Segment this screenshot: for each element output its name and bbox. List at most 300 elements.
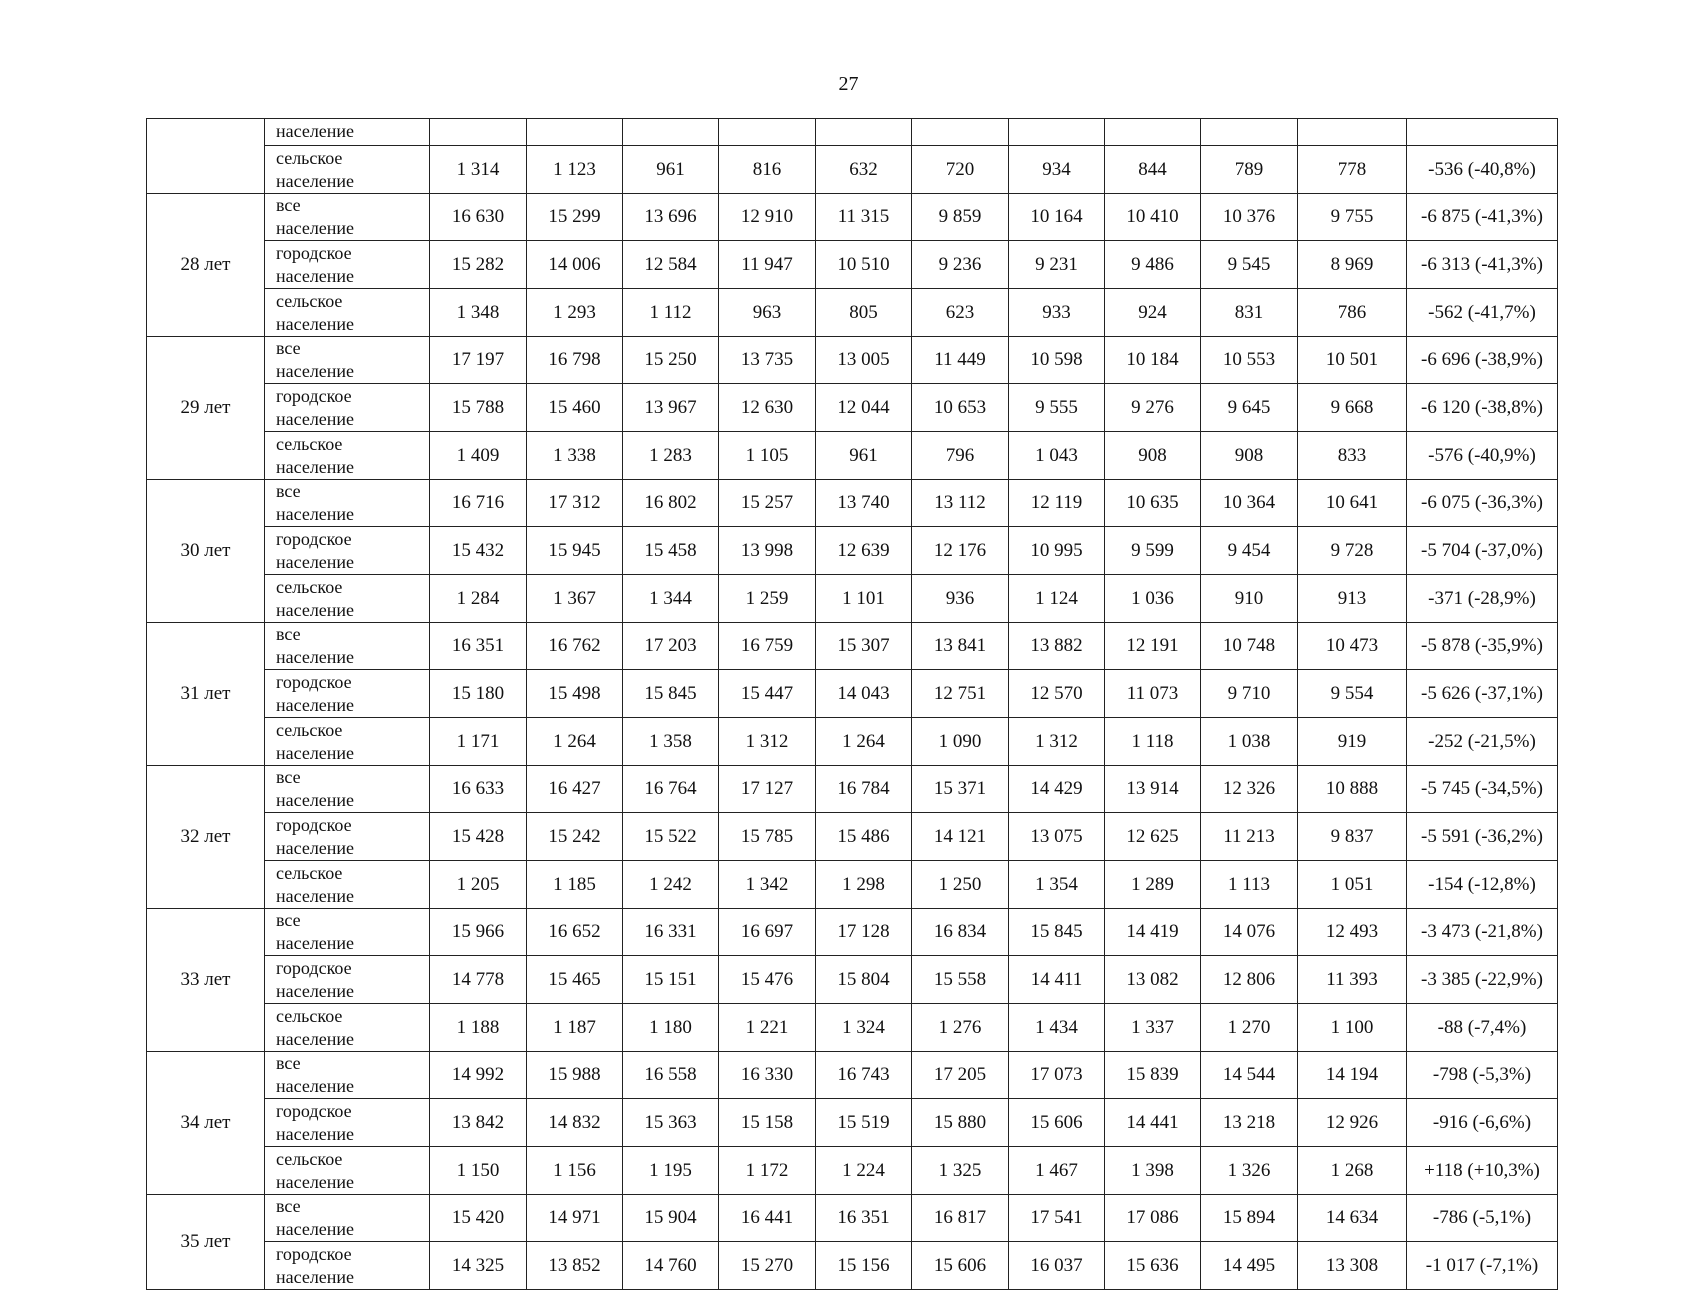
- value-cell: 908: [1201, 432, 1298, 480]
- category-label: сельское население: [276, 290, 355, 334]
- category-cell: [265, 813, 430, 861]
- value-cell: 16 351: [430, 623, 527, 670]
- value-cell: 12 570: [1009, 670, 1105, 718]
- value-cell: 14 992: [430, 1052, 527, 1099]
- value-cell: 12 176: [912, 527, 1009, 575]
- table-row: [147, 1147, 1558, 1195]
- value-cell: 15 250: [623, 337, 719, 384]
- value-cell: 14 006: [527, 241, 623, 289]
- value-cell: 12 119: [1009, 480, 1105, 527]
- value-cell: 10 376: [1201, 194, 1298, 241]
- value-cell: 1 171: [430, 718, 527, 766]
- value-cell: 786: [1298, 289, 1407, 337]
- value-cell: 16 784: [816, 766, 912, 813]
- value-cell: 16 441: [719, 1195, 816, 1242]
- change-cell: -88 (-7,4%): [1407, 1004, 1558, 1052]
- value-cell: 15 432: [430, 527, 527, 575]
- change-cell: -5 745 (-34,5%): [1407, 766, 1558, 813]
- value-cell: 15 270: [719, 1242, 816, 1290]
- value-cell: 12 630: [719, 384, 816, 432]
- category-label: все население: [276, 767, 355, 810]
- value-cell: 11 947: [719, 241, 816, 289]
- value-cell: 1 434: [1009, 1004, 1105, 1052]
- value-cell: 10 473: [1298, 623, 1407, 670]
- change-cell: -6 313 (-41,3%): [1407, 241, 1558, 289]
- category-cell: [265, 1099, 430, 1147]
- value-cell: 13 082: [1105, 956, 1201, 1004]
- table-row: [147, 670, 1558, 718]
- category-cell: [265, 146, 430, 194]
- category-cell: [265, 432, 430, 480]
- value-cell: 1 205: [430, 861, 527, 909]
- table-row: [147, 337, 1558, 384]
- value-cell: 15 158: [719, 1099, 816, 1147]
- value-cell: 10 184: [1105, 337, 1201, 384]
- category-label: все население: [276, 481, 355, 524]
- value-cell: 12 639: [816, 527, 912, 575]
- value-cell: 1 224: [816, 1147, 912, 1195]
- change-cell: -1 017 (-7,1%): [1407, 1242, 1558, 1290]
- table-row: [147, 623, 1558, 670]
- change-cell: -252 (-21,5%): [1407, 718, 1558, 766]
- value-cell: 933: [1009, 289, 1105, 337]
- value-cell: 1 337: [1105, 1004, 1201, 1052]
- value-cell: 14 760: [623, 1242, 719, 1290]
- value-cell: 15 447: [719, 670, 816, 718]
- value-cell: 12 625: [1105, 813, 1201, 861]
- category-label: городское население: [276, 671, 355, 715]
- value-cell: 1 124: [1009, 575, 1105, 623]
- value-cell: 16 759: [719, 623, 816, 670]
- value-cell: 805: [816, 289, 912, 337]
- value-cell: 15 180: [430, 670, 527, 718]
- value-cell: 1 195: [623, 1147, 719, 1195]
- change-cell: -536 (-40,8%): [1407, 146, 1558, 194]
- category-cell: [265, 575, 430, 623]
- category-label: все население: [276, 1196, 355, 1239]
- value-cell: 15 845: [1009, 909, 1105, 956]
- change-cell: -3 473 (-21,8%): [1407, 909, 1558, 956]
- value-cell: 12 910: [719, 194, 816, 241]
- value-cell: 16 037: [1009, 1242, 1105, 1290]
- value-cell: 15 156: [816, 1242, 912, 1290]
- value-cell: 1 118: [1105, 718, 1201, 766]
- value-cell: 1 112: [623, 289, 719, 337]
- value-cell: 15 458: [623, 527, 719, 575]
- value-cell: 9 837: [1298, 813, 1407, 861]
- value-cell: 8 969: [1298, 241, 1407, 289]
- value-cell: 11 213: [1201, 813, 1298, 861]
- value-cell: 15 242: [527, 813, 623, 861]
- age-group-cell: 34 лет: [147, 1052, 265, 1195]
- value-cell: 1 242: [623, 861, 719, 909]
- table-row: [147, 241, 1558, 289]
- value-cell: 9 859: [912, 194, 1009, 241]
- category-cell: [265, 527, 430, 575]
- table-row: [147, 766, 1558, 813]
- change-cell: -371 (-28,9%): [1407, 575, 1558, 623]
- value-cell: 14 634: [1298, 1195, 1407, 1242]
- value-cell: 1 150: [430, 1147, 527, 1195]
- table-row: [147, 289, 1558, 337]
- value-cell: 17 205: [912, 1052, 1009, 1099]
- value-cell: 9 231: [1009, 241, 1105, 289]
- category-label: городское население: [276, 528, 355, 572]
- value-cell: 14 419: [1105, 909, 1201, 956]
- value-cell: 10 598: [1009, 337, 1105, 384]
- value-cell: 9 554: [1298, 670, 1407, 718]
- table-row: [147, 861, 1558, 909]
- value-cell: 15 636: [1105, 1242, 1201, 1290]
- value-cell: 9 486: [1105, 241, 1201, 289]
- value-cell: 1 314: [430, 146, 527, 194]
- category-cell: [265, 956, 430, 1004]
- change-cell: -5 626 (-37,1%): [1407, 670, 1558, 718]
- value-cell: 16 330: [719, 1052, 816, 1099]
- value-cell: 1 188: [430, 1004, 527, 1052]
- value-cell: 796: [912, 432, 1009, 480]
- value-cell: 924: [1105, 289, 1201, 337]
- value-cell: 16 558: [623, 1052, 719, 1099]
- value-cell: 15 945: [527, 527, 623, 575]
- value-cell: 1 284: [430, 575, 527, 623]
- table-row: [147, 432, 1558, 480]
- table-row: [147, 1242, 1558, 1290]
- value-cell: [719, 119, 816, 146]
- value-cell: 1 101: [816, 575, 912, 623]
- value-cell: 14 441: [1105, 1099, 1201, 1147]
- table-row: [147, 1052, 1558, 1099]
- category-cell: [265, 241, 430, 289]
- table-row: [147, 1195, 1558, 1242]
- category-label: городское население: [276, 1100, 355, 1144]
- category-cell: [265, 384, 430, 432]
- value-cell: 13 112: [912, 480, 1009, 527]
- value-cell: 16 652: [527, 909, 623, 956]
- value-cell: 1 367: [527, 575, 623, 623]
- value-cell: 1 172: [719, 1147, 816, 1195]
- value-cell: 844: [1105, 146, 1201, 194]
- value-cell: 816: [719, 146, 816, 194]
- value-cell: 778: [1298, 146, 1407, 194]
- value-cell: 1 342: [719, 861, 816, 909]
- value-cell: [1105, 119, 1201, 146]
- change-cell: -6 875 (-41,3%): [1407, 194, 1558, 241]
- value-cell: 16 834: [912, 909, 1009, 956]
- value-cell: 13 841: [912, 623, 1009, 670]
- value-cell: 1 398: [1105, 1147, 1201, 1195]
- value-cell: 1 264: [816, 718, 912, 766]
- value-cell: 16 351: [816, 1195, 912, 1242]
- category-cell: [265, 119, 430, 146]
- category-cell: [265, 194, 430, 241]
- category-cell: [265, 1052, 430, 1099]
- value-cell: 15 151: [623, 956, 719, 1004]
- value-cell: 16 764: [623, 766, 719, 813]
- value-cell: 17 312: [527, 480, 623, 527]
- change-cell: -3 385 (-22,9%): [1407, 956, 1558, 1004]
- value-cell: 623: [912, 289, 1009, 337]
- value-cell: 15 465: [527, 956, 623, 1004]
- change-cell: -154 (-12,8%): [1407, 861, 1558, 909]
- change-cell: -786 (-5,1%): [1407, 1195, 1558, 1242]
- value-cell: 13 218: [1201, 1099, 1298, 1147]
- age-group-cell: [147, 119, 265, 194]
- value-cell: 15 363: [623, 1099, 719, 1147]
- value-cell: 14 544: [1201, 1052, 1298, 1099]
- value-cell: 1 259: [719, 575, 816, 623]
- category-label: все население: [276, 1053, 355, 1096]
- value-cell: 1 036: [1105, 575, 1201, 623]
- value-cell: 1 354: [1009, 861, 1105, 909]
- value-cell: 15 966: [430, 909, 527, 956]
- category-cell: [265, 909, 430, 956]
- value-cell: 16 716: [430, 480, 527, 527]
- value-cell: 15 257: [719, 480, 816, 527]
- value-cell: 1 358: [623, 718, 719, 766]
- value-cell: 910: [1201, 575, 1298, 623]
- value-cell: 15 606: [912, 1242, 1009, 1290]
- value-cell: 1 283: [623, 432, 719, 480]
- value-cell: 13 005: [816, 337, 912, 384]
- category-label: все население: [276, 624, 355, 667]
- value-cell: 12 584: [623, 241, 719, 289]
- value-cell: 9 555: [1009, 384, 1105, 432]
- value-cell: 15 420: [430, 1195, 527, 1242]
- value-cell: 13 882: [1009, 623, 1105, 670]
- value-cell: 13 967: [623, 384, 719, 432]
- table-row: [147, 1004, 1558, 1052]
- value-cell: 17 127: [719, 766, 816, 813]
- value-cell: 14 043: [816, 670, 912, 718]
- value-cell: 1 264: [527, 718, 623, 766]
- change-cell: -798 (-5,3%): [1407, 1052, 1558, 1099]
- category-label: все население: [276, 195, 355, 238]
- value-cell: 12 926: [1298, 1099, 1407, 1147]
- category-label: городское население: [276, 385, 355, 429]
- value-cell: 15 788: [430, 384, 527, 432]
- table-row: [147, 956, 1558, 1004]
- value-cell: 15 522: [623, 813, 719, 861]
- value-cell: 9 545: [1201, 241, 1298, 289]
- value-cell: 14 971: [527, 1195, 623, 1242]
- value-cell: 1 123: [527, 146, 623, 194]
- age-group-cell: 35 лет: [147, 1195, 265, 1290]
- value-cell: 934: [1009, 146, 1105, 194]
- value-cell: 1 324: [816, 1004, 912, 1052]
- value-cell: 1 221: [719, 1004, 816, 1052]
- value-cell: 14 325: [430, 1242, 527, 1290]
- value-cell: 1 250: [912, 861, 1009, 909]
- value-cell: 17 197: [430, 337, 527, 384]
- value-cell: 1 344: [623, 575, 719, 623]
- value-cell: 1 113: [1201, 861, 1298, 909]
- value-cell: 9 454: [1201, 527, 1298, 575]
- value-cell: 15 894: [1201, 1195, 1298, 1242]
- value-cell: 15 904: [623, 1195, 719, 1242]
- value-cell: 16 633: [430, 766, 527, 813]
- value-cell: 15 558: [912, 956, 1009, 1004]
- value-cell: 17 073: [1009, 1052, 1105, 1099]
- value-cell: 1 312: [1009, 718, 1105, 766]
- change-cell: -562 (-41,7%): [1407, 289, 1558, 337]
- value-cell: 1 187: [527, 1004, 623, 1052]
- value-cell: 13 735: [719, 337, 816, 384]
- value-cell: 1 348: [430, 289, 527, 337]
- value-cell: 14 495: [1201, 1242, 1298, 1290]
- value-cell: 15 839: [1105, 1052, 1201, 1099]
- value-cell: 908: [1105, 432, 1201, 480]
- value-cell: 11 449: [912, 337, 1009, 384]
- value-cell: 16 331: [623, 909, 719, 956]
- value-cell: 919: [1298, 718, 1407, 766]
- value-cell: 1 180: [623, 1004, 719, 1052]
- category-cell: [265, 1242, 430, 1290]
- value-cell: 9 276: [1105, 384, 1201, 432]
- value-cell: 15 606: [1009, 1099, 1105, 1147]
- value-cell: 961: [816, 432, 912, 480]
- value-cell: 15 460: [527, 384, 623, 432]
- value-cell: 1 289: [1105, 861, 1201, 909]
- age-group-cell: 30 лет: [147, 480, 265, 623]
- category-cell: [265, 480, 430, 527]
- value-cell: 14 076: [1201, 909, 1298, 956]
- value-cell: 12 191: [1105, 623, 1201, 670]
- category-label: все население: [276, 910, 355, 953]
- value-cell: 1 090: [912, 718, 1009, 766]
- value-cell: 1 100: [1298, 1004, 1407, 1052]
- value-cell: 1 298: [816, 861, 912, 909]
- value-cell: 14 429: [1009, 766, 1105, 813]
- value-cell: 11 393: [1298, 956, 1407, 1004]
- category-label: сельское население: [276, 1148, 355, 1192]
- value-cell: 15 428: [430, 813, 527, 861]
- change-cell: -576 (-40,9%): [1407, 432, 1558, 480]
- value-cell: 10 510: [816, 241, 912, 289]
- value-cell: 9 668: [1298, 384, 1407, 432]
- value-cell: 9 599: [1105, 527, 1201, 575]
- value-cell: 15 307: [816, 623, 912, 670]
- value-cell: 10 410: [1105, 194, 1201, 241]
- category-cell: [265, 670, 430, 718]
- value-cell: 13 308: [1298, 1242, 1407, 1290]
- value-cell: [623, 119, 719, 146]
- value-cell: 14 121: [912, 813, 1009, 861]
- value-cell: 632: [816, 146, 912, 194]
- category-label: сельское население: [276, 719, 355, 763]
- value-cell: 936: [912, 575, 1009, 623]
- category-cell: [265, 289, 430, 337]
- value-cell: 1 156: [527, 1147, 623, 1195]
- value-cell: 15 988: [527, 1052, 623, 1099]
- value-cell: 1 409: [430, 432, 527, 480]
- value-cell: 13 852: [527, 1242, 623, 1290]
- value-cell: 15 371: [912, 766, 1009, 813]
- change-cell: -6 696 (-38,9%): [1407, 337, 1558, 384]
- value-cell: 15 486: [816, 813, 912, 861]
- value-cell: 1 185: [527, 861, 623, 909]
- value-cell: [912, 119, 1009, 146]
- age-group-cell: 28 лет: [147, 194, 265, 337]
- age-group-cell: 31 лет: [147, 623, 265, 766]
- value-cell: 10 501: [1298, 337, 1407, 384]
- value-cell: 12 751: [912, 670, 1009, 718]
- category-label: сельское население: [276, 147, 355, 191]
- value-cell: 1 338: [527, 432, 623, 480]
- category-label: городское население: [276, 1243, 355, 1287]
- age-group-cell: 29 лет: [147, 337, 265, 480]
- value-cell: 10 748: [1201, 623, 1298, 670]
- value-cell: 15 880: [912, 1099, 1009, 1147]
- category-label: городское население: [276, 957, 355, 1001]
- value-cell: 16 817: [912, 1195, 1009, 1242]
- value-cell: [1201, 119, 1298, 146]
- table-body: [147, 119, 1558, 1290]
- value-cell: 17 128: [816, 909, 912, 956]
- category-label: население: [276, 121, 355, 141]
- value-cell: [816, 119, 912, 146]
- value-cell: 1 038: [1201, 718, 1298, 766]
- value-cell: 1 312: [719, 718, 816, 766]
- value-cell: 13 998: [719, 527, 816, 575]
- category-cell: [265, 861, 430, 909]
- value-cell: 9 728: [1298, 527, 1407, 575]
- category-cell: [265, 766, 430, 813]
- value-cell: 1 105: [719, 432, 816, 480]
- value-cell: 789: [1201, 146, 1298, 194]
- value-cell: 14 194: [1298, 1052, 1407, 1099]
- change-cell: [1407, 119, 1558, 146]
- value-cell: 14 832: [527, 1099, 623, 1147]
- value-cell: 16 630: [430, 194, 527, 241]
- value-cell: 1 043: [1009, 432, 1105, 480]
- value-cell: 9 645: [1201, 384, 1298, 432]
- value-cell: 12 493: [1298, 909, 1407, 956]
- category-label: сельское население: [276, 433, 355, 477]
- table-row: [147, 119, 1558, 146]
- value-cell: 10 635: [1105, 480, 1201, 527]
- change-cell: +118 (+10,3%): [1407, 1147, 1558, 1195]
- value-cell: 1 326: [1201, 1147, 1298, 1195]
- value-cell: [1009, 119, 1105, 146]
- value-cell: 1 325: [912, 1147, 1009, 1195]
- category-label: все население: [276, 338, 355, 381]
- value-cell: 720: [912, 146, 1009, 194]
- value-cell: 1 051: [1298, 861, 1407, 909]
- change-cell: -6 075 (-36,3%): [1407, 480, 1558, 527]
- table-row: [147, 909, 1558, 956]
- value-cell: 16 798: [527, 337, 623, 384]
- category-label: городское население: [276, 814, 355, 858]
- value-cell: 16 802: [623, 480, 719, 527]
- value-cell: 15 785: [719, 813, 816, 861]
- category-label: сельское население: [276, 576, 355, 620]
- value-cell: 1 270: [1201, 1004, 1298, 1052]
- value-cell: 12 326: [1201, 766, 1298, 813]
- category-cell: [265, 1147, 430, 1195]
- value-cell: 14 778: [430, 956, 527, 1004]
- value-cell: 15 519: [816, 1099, 912, 1147]
- value-cell: 10 553: [1201, 337, 1298, 384]
- value-cell: 16 697: [719, 909, 816, 956]
- value-cell: [1298, 119, 1407, 146]
- value-cell: 1 293: [527, 289, 623, 337]
- page-number: 27: [838, 73, 859, 95]
- value-cell: [527, 119, 623, 146]
- category-label: сельское население: [276, 862, 355, 906]
- value-cell: 961: [623, 146, 719, 194]
- change-cell: -5 591 (-36,2%): [1407, 813, 1558, 861]
